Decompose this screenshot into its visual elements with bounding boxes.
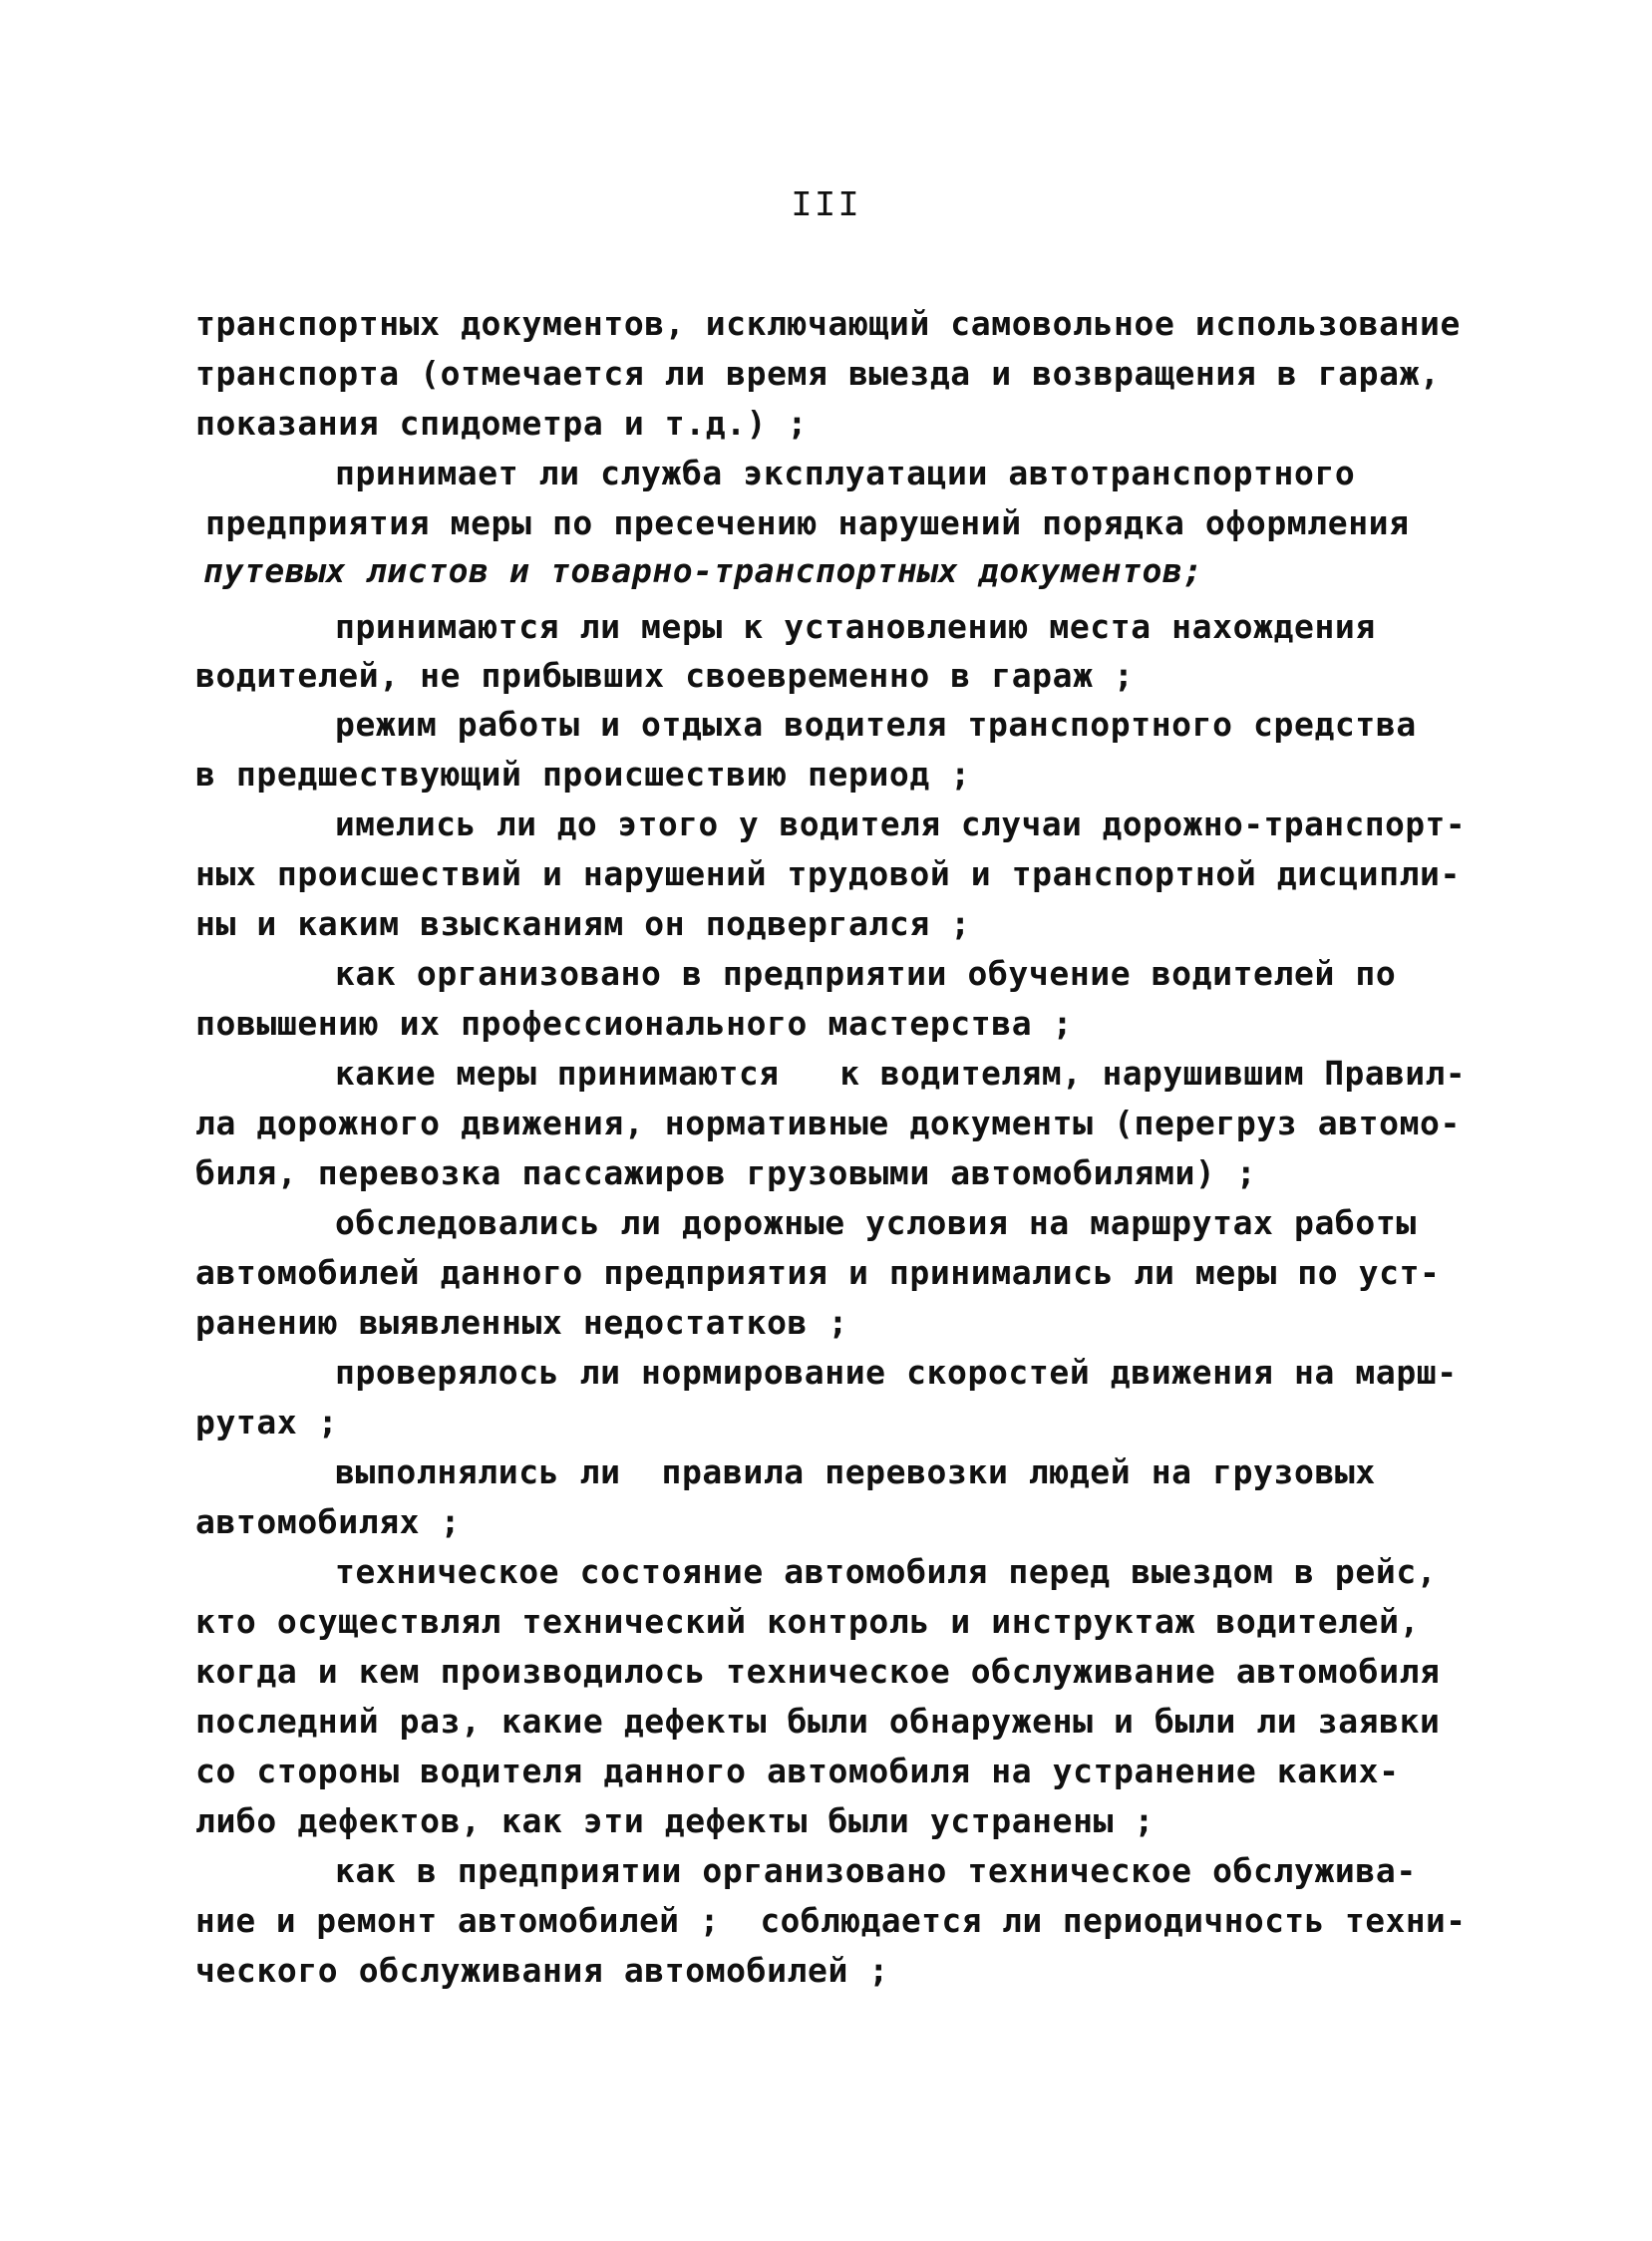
text-line: проверялось ли нормирование скоростей движения на марш-: [335, 1353, 1458, 1392]
page-number: III: [791, 185, 861, 226]
text-line: биля, перевозка пассажиров грузовыми автомобилями) ;: [195, 1153, 1257, 1192]
text-line: режим работы и отдыха водителя транспортного средства: [335, 705, 1417, 744]
text-line: последний раз, какие дефекты были обнаружены и были ли заявки: [195, 1702, 1441, 1741]
text-line: транспорта (отмечается ли время выезда и возвращения в гараж,: [195, 354, 1441, 393]
text-line: кто осуществлял технический контроль и инструктаж водителей,: [195, 1602, 1421, 1641]
text-line: автомобилей данного предприятия и принимались ли меры по уст-: [195, 1253, 1441, 1292]
text-line: имелись ли до этого у водителя случаи дорожно-транспорт-: [335, 804, 1467, 843]
text-line: транспортных документов, исключающий самовольное использование: [195, 304, 1461, 343]
text-line: ла дорожного движения, нормативные документы (перегруз автомо-: [195, 1104, 1461, 1142]
text-line: ны и каким взысканиям он подвергался ;: [195, 904, 971, 943]
text-line: автомобилях ;: [195, 1502, 462, 1541]
text-line: какие меры принимаются к водителям, нарушившим Правил-: [335, 1054, 1467, 1093]
text-line: повышению их профессионального мастерства ;: [195, 1004, 1074, 1043]
text-line: как организовано в предприятии обучение водителей по: [335, 954, 1397, 993]
text-line: обследовались ли дорожные условия на маршрутах работы: [335, 1203, 1417, 1242]
text-line: техническое состояние автомобиля перед выездом в рейс,: [335, 1552, 1438, 1591]
text-line: в предшествующий происшествию период ;: [195, 755, 971, 794]
text-line: либо дефектов, как эти дефекты были устранены ;: [195, 1801, 1155, 1840]
text-line: ных происшествий и нарушений трудовой и транспортной дисципли-: [195, 854, 1461, 893]
text-line: рутах ;: [195, 1403, 339, 1441]
text-line: со стороны водителя данного автомобиля на устранение каких-: [195, 1752, 1400, 1790]
text-line: принимает ли служба эксплуатации автотранспортного: [335, 454, 1356, 492]
text-line: ние и ремонт автомобилей ; соблюдается ли периодичность техни-: [195, 1901, 1467, 1940]
text-line: водителей, не прибывших своевременно в гараж ;: [195, 656, 1135, 695]
text-line: путевых листов и товарно-транспортных документов;: [203, 551, 1203, 590]
text-line: ранению выявленных недостатков ;: [195, 1303, 848, 1342]
text-line: принимаются ли меры к установлению места нахождения: [335, 607, 1376, 646]
text-line: как в предприятии организовано техническое обслужива-: [335, 1851, 1417, 1890]
text-line: показания спидометра и т.д.) ;: [195, 404, 809, 443]
text-line: выполнялись ли правила перевозки людей на грузовых: [335, 1452, 1376, 1491]
text-line: ческого обслуживания автомобилей ;: [195, 1951, 889, 1990]
text-line: предприятия меры по пресечению нарушений порядка оформления: [205, 503, 1410, 542]
text-line: когда и кем производилось техническое обслуживание автомобиля: [195, 1652, 1441, 1691]
